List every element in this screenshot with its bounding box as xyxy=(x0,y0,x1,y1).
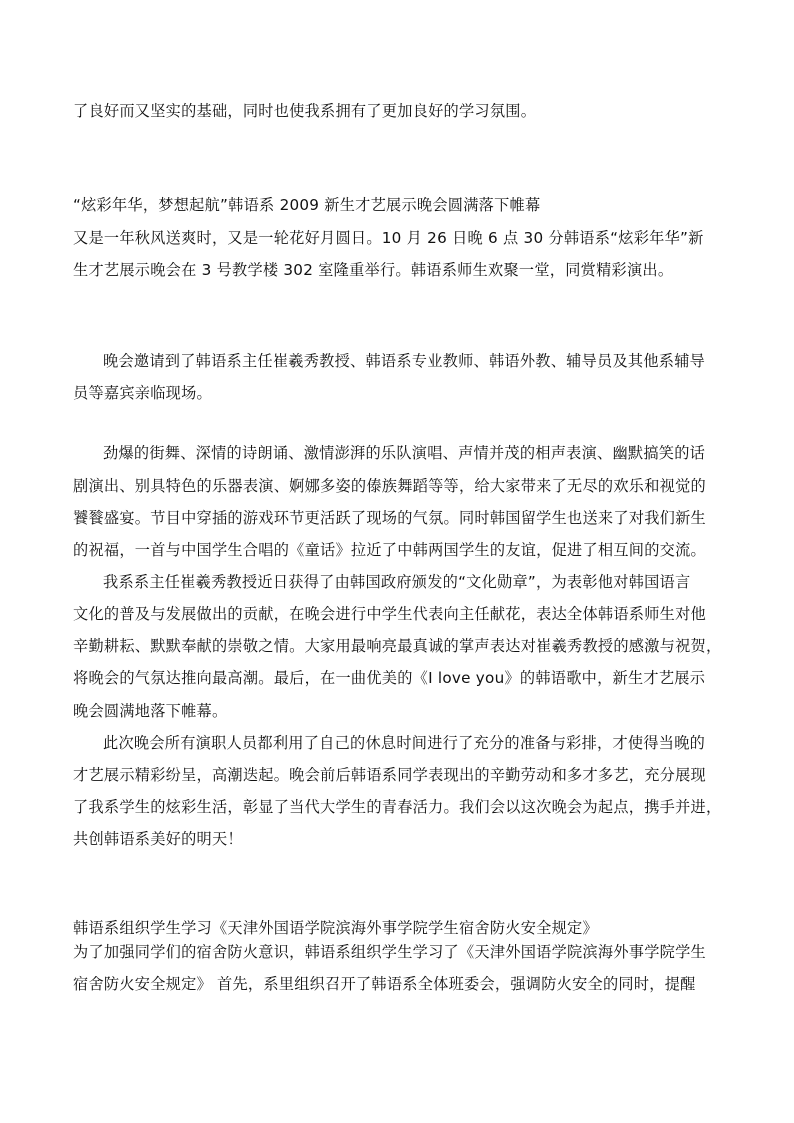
text-line: 生才艺展示晚会在 3 号教学楼 302 室隆重举行。韩语系师生欢聚一堂，同赏精彩演出。 xyxy=(73,261,674,279)
text-line: 宿舍防火安全规定》 首先，系里组织召开了韩语系全体班委会，强调防火安全的同时，提醒 xyxy=(73,975,696,993)
text-line: 了我系学生的炫彩生活，彰显了当代大学生的青春活力。我们会以这次晚会为起点，携手并进， xyxy=(73,798,722,816)
text-line: 员等嘉宾亲临现场。 xyxy=(73,384,212,402)
text-line: 将晚会的气氛达推向最高潮。最后，在一曲优美的《I love you》的韩语歌中，新生才艺展示 xyxy=(73,669,706,687)
text-line: 此次晚会所有演职人员都利用了自己的休息时间进行了充分的准备与彩排，才使得当晚的 xyxy=(103,734,706,752)
text-line: 辛勤耕耘、默默奉献的崇敬之情。大家用最响亮最真诚的掌声表达对崔羲秀教授的感激与祝贺， xyxy=(73,637,722,655)
text-line: 才艺展示精彩纷呈，高潮迭起。晚会前后韩语系同学表现出的辛勤劳动和多才多艺，充分展现 xyxy=(73,766,706,784)
text-line: 文化的普及与发展做出的贡献，在晚会进行中学生代表向主任献花，表达全体韩语系师生对他 xyxy=(73,605,706,623)
text-line: 又是一年秋风送爽时，又是一轮花好月圆日。10 月 26 日晚 6 点 30 分韩语系“炫彩年华”新 xyxy=(73,229,704,247)
text-line: 为了加强同学们的宿舍防火意识，韩语系组织学生学习了《天津外国语学院滨海外事学院学生 xyxy=(73,943,706,961)
text-line: 的祝福，一首与中国学生合唱的《童话》拉近了中韩两国学生的友谊，促进了相互间的交流。 xyxy=(73,541,706,559)
text-line: 剧演出、别具特色的乐器表演、婀娜多姿的傣族舞蹈等等，给大家带来了无尽的欢乐和视觉的 xyxy=(73,477,706,495)
text-line: 了良好而又坚实的基础，同时也使我系拥有了更加良好的学习氛围。 xyxy=(73,102,537,120)
text-line: 晚会圆满地落下帷幕。 xyxy=(73,702,228,720)
text-line: 我系系主任崔羲秀教授近日获得了由韩国政府颁发的“文化勋章”，为表彰他对韩国语言 xyxy=(103,573,691,591)
section-heading: “炫彩年华，梦想起航”韩语系 2009 新生才艺展示晚会圆满落下帷幕 xyxy=(73,196,541,214)
text-line: 劲爆的街舞、深情的诗朗诵、激情澎湃的乐队演唱、声情并茂的相声表演、幽默搞笑的话 xyxy=(103,444,706,462)
text-line: 晚会邀请到了韩语系主任崔羲秀教授、韩语系专业教师、韩语外教、辅导员及其他系辅导 xyxy=(103,352,706,370)
text-line: 共创韩语系美好的明天！ xyxy=(73,830,243,848)
text-line: 饕餮盛宴。节目中穿插的游戏环节更活跃了现场的气氛。同时韩国留学生也送来了对我们新生 xyxy=(73,509,706,527)
section-heading: 韩语系组织学生学习《天津外国语学院滨海外事学院学生宿舍防火安全规定》 xyxy=(73,919,598,937)
